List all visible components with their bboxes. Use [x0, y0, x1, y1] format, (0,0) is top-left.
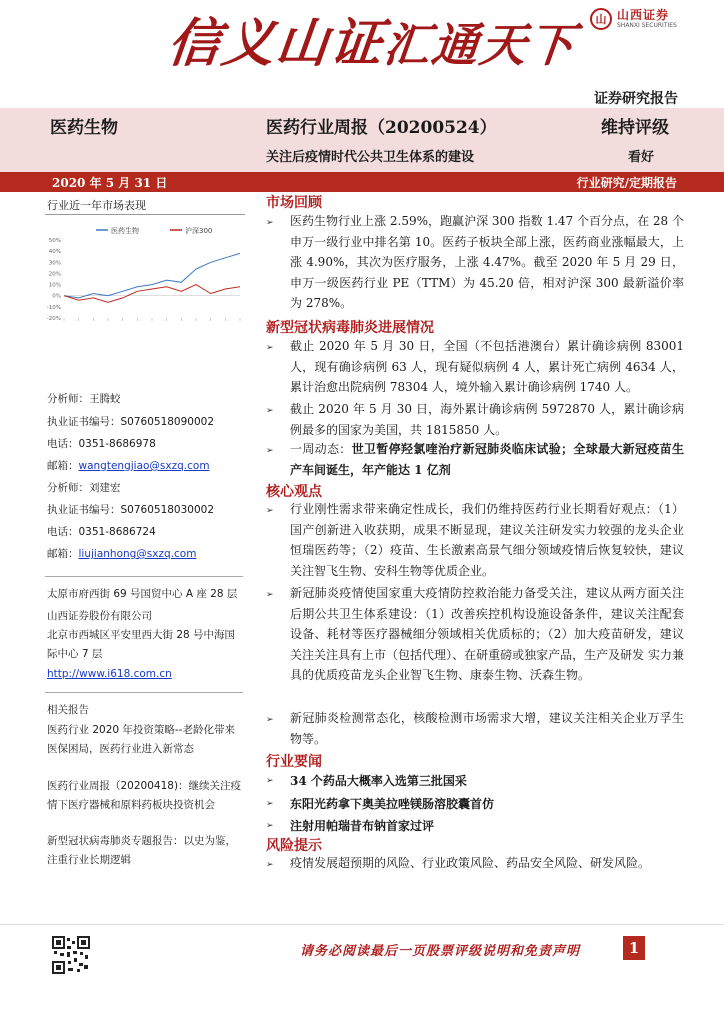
address-line: 际中心 7 层: [47, 648, 103, 660]
divider: [45, 692, 243, 693]
y-tick-label: 20%: [48, 271, 61, 278]
y-tick-label: -20%: [46, 316, 61, 322]
slogan-part-a: 信义山证: [164, 13, 388, 74]
bullet-icon: ➢: [266, 343, 274, 353]
analyst-1-license: 执业证书编号：S0760518090002: [47, 416, 215, 428]
analyst-2-license: 执业证书编号：S0760518030002: [47, 504, 215, 516]
y-tick-label: 40%: [48, 249, 61, 256]
y-tick-label: 50%: [48, 238, 61, 244]
legend-label: 沪深300: [185, 227, 213, 235]
y-tick-label: 10%: [48, 282, 61, 289]
analyst-2-phone: 电话：0351-8686724: [47, 526, 156, 538]
bullet-icon: ➢: [266, 406, 274, 416]
divider: [45, 576, 243, 577]
address-line: 山西证券股份有限公司: [47, 610, 152, 622]
bullet-icon: ➢: [266, 821, 274, 831]
bullet-icon: ➢: [266, 860, 274, 870]
related-title: 相关报告: [47, 704, 89, 716]
sector-name: 医药生物: [50, 118, 118, 138]
market-performance-chart: [40, 218, 250, 350]
paragraph: 疫情发展超预期的风险、行业政策风险、药品安全风险、研发风险。: [290, 856, 651, 870]
bullet-icon: ➢: [266, 218, 274, 228]
bullet-icon: ➢: [266, 776, 274, 786]
paragraph: 截止 2020 年 5 月 30 日，全国（不包括港澳台）累计确诊病例 83001 人，现有确诊病例 63 人，现有疑似病例 4 人，累计死亡病例 4634 人，累计治愈出院病例 78304 人，境外输入累计确诊病例 1740 人。: [290, 339, 684, 394]
analyst-2-email: 邮箱：liujianhong@sxzq.com: [47, 548, 197, 560]
paragraph: 截止 2020 年 5 月 30 日，海外累计确诊病例 5972870 人，累计确诊病例最多的国家为美国，共 1815850 人。: [290, 402, 684, 437]
analyst-1-phone: 电话：0351-8686978: [47, 438, 156, 450]
page-title: 医药行业周报（20200524）: [266, 118, 497, 138]
bullet-icon: ➢: [266, 446, 274, 456]
slogan-part-b: 汇通天下: [381, 18, 579, 72]
y-tick-label: 30%: [48, 260, 61, 267]
legend-label: 医药生物: [111, 227, 139, 235]
address-line: 北京市西城区平安里西大街 28 号中海国: [47, 629, 236, 641]
paragraph: 新冠肺炎疫情使国家重大疫情防控救治能力备受关注，建议从两方面关注后期公共卫生体系建设：（1）改善疾控机构设施设备条件，建议关注配套设备、耗材等医疗器械细分领域相关优质标的；（2）加大疫苗研发，建议关注关注具有上市（包括代理）、在研重磅或独家产品，生产及研发 实力兼具的优质疫苗龙头企业智飞生物、康泰生物、沃森生物。: [290, 586, 684, 682]
related-report[interactable]: 新型冠状病毒肺炎专题报告：以史为鉴， 注重行业长期逻辑: [47, 835, 236, 866]
report-date: 2020 年 5 月 31 日: [52, 176, 168, 190]
page-subtitle: 关注后疫情时代公共卫生体系的建设: [266, 150, 475, 165]
related-report[interactable]: 医药行业周报（20200418)：继续关注疫 情下医疗器械和原料药板块投资机会: [47, 780, 242, 811]
y-tick-label: -10%: [46, 304, 61, 311]
email-link-1[interactable]: wangtengjiao@sxzq.com: [78, 460, 210, 472]
logo-english: SHANXI SECURITIES: [617, 21, 677, 29]
section-heading: 市场回顾: [266, 195, 322, 211]
bullet-icon: ➢: [266, 799, 274, 809]
series-line-沪深300: [64, 285, 240, 303]
section-heading: 新型冠状病毒肺炎进展情况: [266, 320, 434, 336]
logo-mark-icon: 山: [590, 8, 612, 30]
logo-name: 山西证券: [617, 7, 670, 22]
website-link[interactable]: http://www.i618.com.cn: [47, 668, 172, 680]
paragraph: 医药生物行业上涨 2.59%，跑赢沪深 300 指数 1.47 个百分点，在 28 个申万一级行业中排名第 10。医药子板块全部上涨，医药商业涨幅最大，上涨 4.90%，其次为医疗服务，上涨 4.47%。截至 2020 年 5 月 29 日，申万一级医药行业 PE（TTM）为 45.20 倍，相对沪深 300 最新溢价率为 278%。: [290, 214, 684, 310]
news-item[interactable]: 注射用帕瑞昔布钠首家过评: [290, 819, 435, 833]
qr-code-icon[interactable]: [52, 936, 90, 974]
related-report[interactable]: 医药行业 2020 年投资策略--老龄化带来 医保困局，医药行业进入新常态: [47, 724, 235, 755]
chart-title: 行业近一年市场表现: [47, 199, 146, 212]
y-tick-label: 0%: [52, 293, 61, 300]
email-link-2[interactable]: liujianhong@sxzq.com: [78, 548, 197, 560]
paragraph: 一周动态：世卫暂停羟氯喹治疗新冠肺炎临床试验；全球最大新冠疫苗生产车间诞生，年产能达 1 亿剂: [290, 442, 684, 477]
analyst-2-name: 分析师：刘建宏: [47, 482, 121, 494]
rating-label: 维持评级: [601, 118, 669, 138]
address-line: 太原市府西街 69 号国贸中心 A 座 28 层: [47, 588, 238, 600]
page-number: 1: [623, 936, 645, 960]
divider: [45, 214, 245, 215]
company-logo: [590, 6, 710, 32]
paragraph: 新冠肺炎检测常态化，核酸检测市场需求大增，建议关注相关企业万孚生物等。: [290, 711, 684, 746]
bullet-icon: ➢: [266, 506, 274, 516]
news-item[interactable]: 东阳光药拿下奥美拉唑镁肠溶胶囊首仿: [290, 797, 495, 811]
series-line-医药生物: [64, 253, 240, 298]
disclaimer: 请务必阅读最后一页股票评级说明和免责声明: [300, 944, 581, 959]
paragraph: 行业刚性需求带来确定性成长，我们仍维持医药行业长期看好观点：（1）国产创新进入收获期，成果不断显现，建议关注研发实力较强的龙头企业恒瑞医药等；（2）疫苗、生长激素高景气细分领域疫情后恢复较快，建议关注智飞生物、安科生物等优质企业。: [290, 502, 684, 578]
report-type: 证券研究报告: [594, 91, 678, 107]
section-heading: 行业要闻: [266, 754, 322, 770]
analyst-1-name: 分析师：王腾蛟: [47, 393, 121, 405]
analyst-1-email: 邮箱：wangtengjiao@sxzq.com: [47, 460, 210, 472]
section-heading: 核心观点: [266, 484, 322, 500]
report-category: 行业研究/定期报告: [576, 176, 677, 190]
rating-value: 看好: [628, 150, 655, 165]
slogan: [165, 14, 579, 75]
bullet-icon: ➢: [266, 715, 274, 725]
news-item[interactable]: 34 个药品大概率入选第三批国采: [290, 774, 467, 788]
section-heading: 风险提示: [266, 838, 322, 854]
footer-divider: [0, 924, 724, 925]
bullet-icon: ➢: [266, 590, 274, 600]
